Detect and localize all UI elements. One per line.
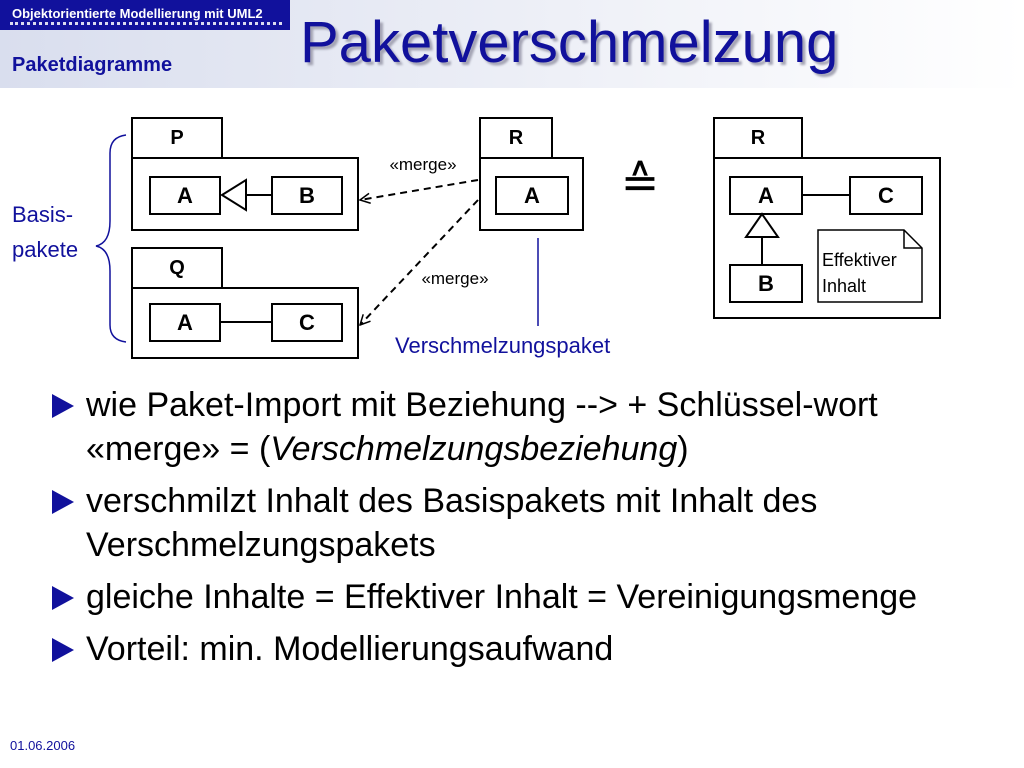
package-merge-diagram [0, 88, 1024, 378]
note-text: Effektiver Inhalt [822, 250, 897, 296]
package-r [480, 118, 583, 230]
triangle-bullet-icon [52, 490, 74, 514]
package-p [132, 118, 358, 230]
bullet-item [48, 479, 1018, 567]
class-c-label: C [299, 310, 315, 335]
slide-title: Paketverschmelzung [300, 10, 839, 75]
bullet-text: Vorteil: min. Modellierungsaufwand [86, 630, 614, 668]
bullet-text: ) [677, 430, 689, 468]
base-packages-brace [96, 135, 126, 342]
class-b-label: B [758, 271, 774, 296]
class-b-label: B [299, 183, 315, 208]
bullet-list [48, 383, 1018, 679]
class-a-label: A [177, 310, 193, 335]
package-r-name: R [508, 127, 524, 149]
class-a-label: A [524, 183, 540, 208]
package-q [132, 248, 358, 358]
dotted-divider [10, 22, 282, 25]
bullet-item [48, 383, 1018, 471]
merging-package-label: Verschmelzungspaket [395, 333, 611, 358]
bullet-text: wie Paket-Import mit Beziehung --> + Schlüssel-wort «merge» = ( [86, 386, 878, 468]
triangle-bullet-icon [52, 394, 74, 418]
merge-label: «merge» [389, 155, 457, 174]
result-package-r [714, 118, 940, 318]
footer-date: 01.06.2006 [10, 738, 76, 753]
base-packages-label: Basis- pakete [12, 202, 79, 262]
equivalence-symbol: ≙ [620, 156, 660, 208]
course-title-box [0, 0, 290, 30]
merge-dependency-arrow [360, 200, 478, 325]
package-p-name: P [170, 127, 184, 149]
bullet-text: gleiche Inhalte = Effektiver Inhalt = Vereinigungsmenge [86, 578, 918, 616]
class-c-label: C [878, 183, 894, 208]
result-package-name: R [750, 127, 766, 149]
bullet-text-italic: Verschmelzungsbeziehung [270, 430, 678, 468]
section-title: Paketdiagramme [12, 54, 173, 76]
triangle-bullet-icon [52, 586, 74, 610]
bullet-item [48, 627, 1018, 671]
header-bar [0, 0, 1024, 88]
merge-label: «merge» [421, 269, 489, 288]
class-a-label: A [758, 183, 774, 208]
bullet-item [48, 575, 1018, 619]
package-q-name: Q [169, 257, 185, 279]
class-a-label: A [177, 183, 193, 208]
triangle-bullet-icon [52, 638, 74, 662]
merge-dependency-arrow [360, 180, 478, 200]
course-title: Objektorientierte Modellierung mit UML2 [12, 6, 263, 21]
bullet-text: verschmilzt Inhalt des Basispakets mit Inhalt des Verschmelzungspakets [86, 482, 818, 564]
